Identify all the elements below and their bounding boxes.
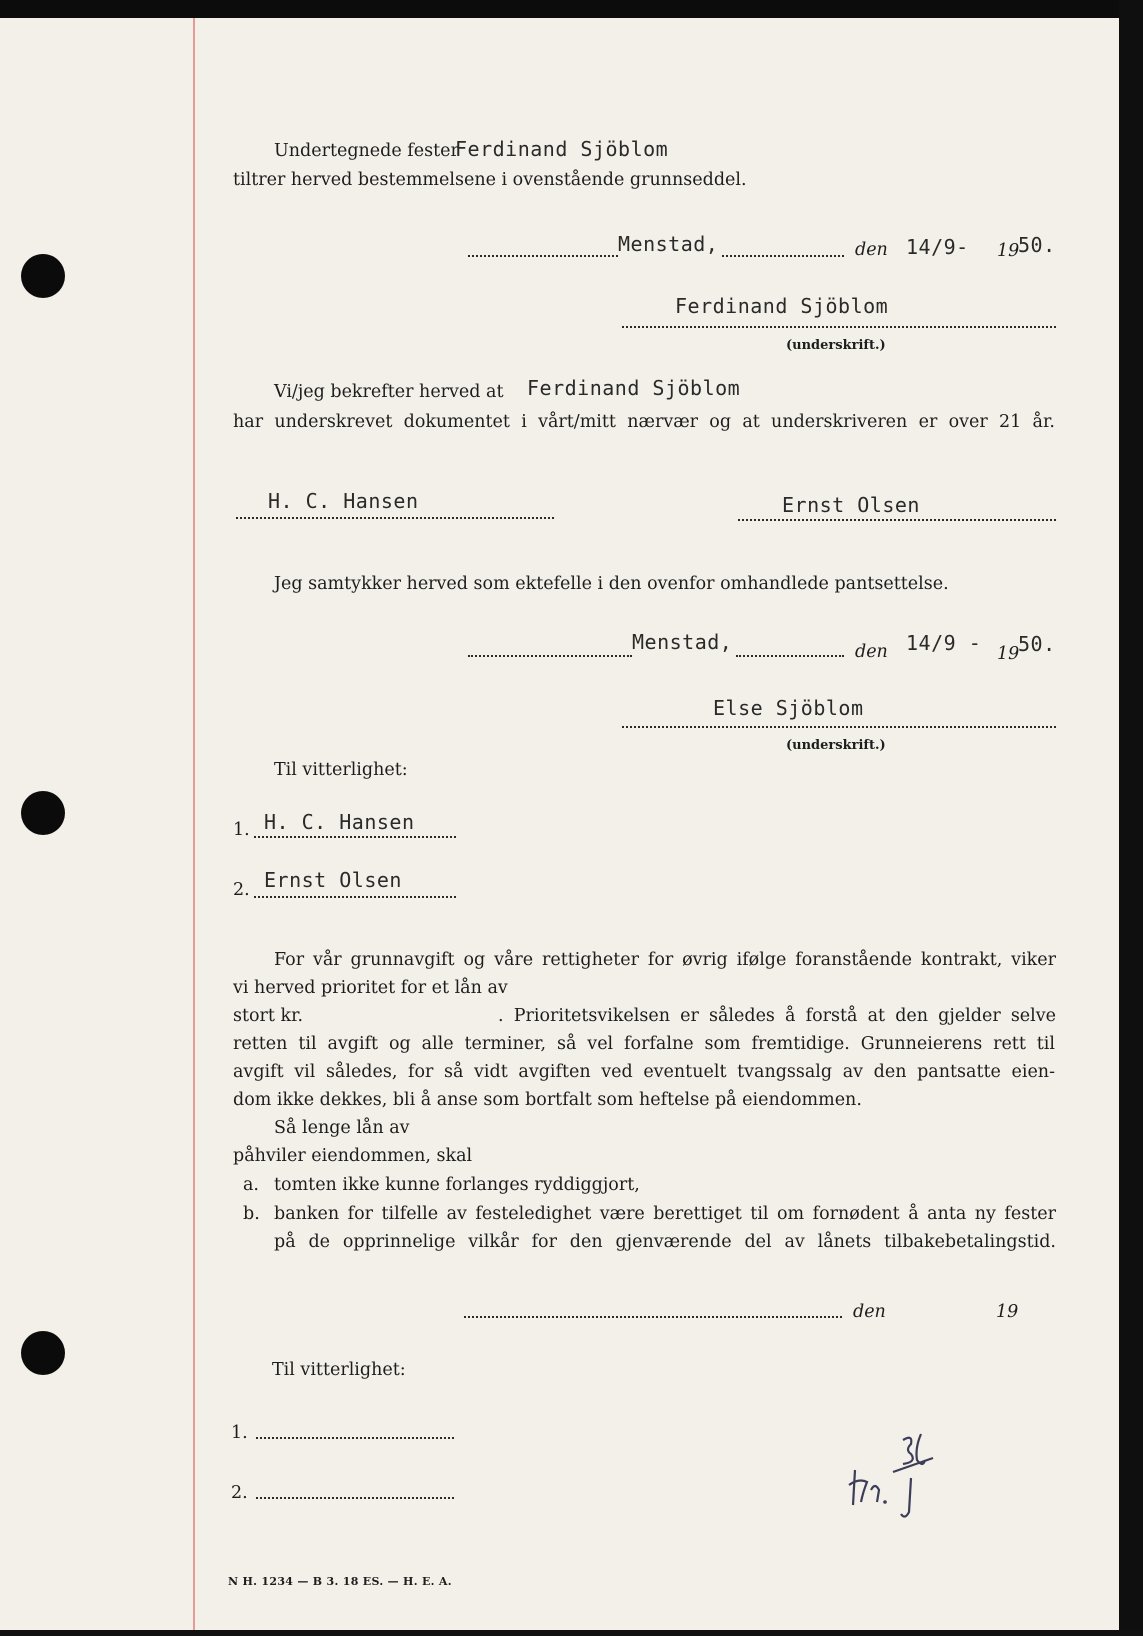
item-a-text: tomten ikke kunne forlanges ryddiggjort, <box>274 1175 640 1195</box>
place-dots-2 <box>722 255 844 257</box>
witness-a: H. C. Hansen <box>268 489 419 513</box>
intro-name: Ferdinand Sjöblom <box>455 137 669 161</box>
para-line-7: Så lenge lån av <box>274 1118 410 1138</box>
witness1b-line <box>256 1437 454 1439</box>
den-label-2: den <box>855 642 888 662</box>
punch-hole <box>21 791 65 835</box>
witness-number-1: 1. <box>233 820 250 840</box>
scan-border-bottom <box>0 1630 1143 1636</box>
intro-label: Undertegnede fester <box>274 141 459 161</box>
signature-line-1 <box>622 326 1056 328</box>
para-line-3b: . Prioritetsvikelsen er således å forstå at den gjelder selve <box>498 1006 1056 1026</box>
place1: Menstad, <box>618 232 719 256</box>
punch-hole <box>21 254 65 298</box>
signature2: Else Sjöblom <box>713 696 864 720</box>
confirm-line2: har underskrevet dokumentet i vårt/mitt nærvær og at underskriveren er over 21 år. <box>233 412 1055 432</box>
year-blank: 19 <box>996 1302 1019 1322</box>
year1: 50. <box>1018 233 1056 257</box>
date2: 14/9 - <box>906 631 982 655</box>
para-line-5: avgift vil således, for så vidt avgiften ved eventuelt tvangssalg av den pantsatte eien- <box>233 1062 1055 1082</box>
para-line-3a: stort kr. <box>233 1006 304 1026</box>
confirm-label: Vi/jeg bekrefter herved at <box>274 382 504 402</box>
witness1-line <box>254 836 456 838</box>
den-label-3: den <box>853 1302 886 1322</box>
witness2-line <box>254 896 456 898</box>
witness-b: Ernst Olsen <box>782 493 920 517</box>
para-line-2: vi herved prioritet for et lån av <box>233 978 508 998</box>
place2-dots <box>468 655 632 657</box>
witness2b-line <box>256 1497 454 1499</box>
witness-number-1b: 1. <box>231 1423 248 1443</box>
signature-line-2 <box>622 726 1056 728</box>
vitterlighet-label: Til vitterlighet: <box>274 760 408 780</box>
date-blank-line <box>464 1316 842 1318</box>
confirm-name: Ferdinand Sjöblom <box>527 376 741 400</box>
handwritten-annotation <box>845 1430 945 1525</box>
witness2: Ernst Olsen <box>264 868 402 892</box>
signature1: Ferdinand Sjöblom <box>675 294 889 318</box>
item-b-label: b. <box>243 1204 260 1224</box>
year-prefix-2: 19 <box>997 644 1020 664</box>
den-label: den <box>855 240 888 260</box>
witness-a-line <box>236 517 554 519</box>
place-dots <box>468 255 618 257</box>
place2: Menstad, <box>632 630 733 654</box>
consent-text: Jeg samtykker herved som ektefelle i den ovenfor omhandlede pantsettelse. <box>274 574 949 594</box>
para-line-4: retten til avgift og alle terminer, så vel forfalne som fremtidige. Grunneierens rett til <box>233 1034 1055 1054</box>
item-b-line1: banken for tilfelle av festeledighet være berettiget til om fornødent å anta ny fester <box>274 1204 1056 1224</box>
punch-hole <box>21 1331 65 1375</box>
para-line-6: dom ikke dekkes, bli å anse som bortfalt som heftelse på eiendommen. <box>233 1090 862 1110</box>
margin-line <box>193 18 195 1630</box>
underskrift-label-2: (underskrift.) <box>786 738 886 753</box>
footer-code: N H. 1234 — B 3. 18 ES. — H. E. A. <box>228 1575 452 1588</box>
place2-dots-2 <box>736 655 844 657</box>
para-line-1: For vår grunnavgift og våre rettigheter for øvrig ifølge foranstående kontrakt, viker <box>274 950 1056 970</box>
date1: 14/9- <box>906 235 969 259</box>
intro-line2: tiltrer herved bestemmelsene i ovenstående grunnseddel. <box>233 170 747 190</box>
witness1: H. C. Hansen <box>264 810 415 834</box>
year2: 50. <box>1018 632 1056 656</box>
vitterlighet-label-2: Til vitterlighet: <box>272 1360 406 1380</box>
witness-number-2b: 2. <box>231 1483 248 1503</box>
para-line-8: påhviler eiendommen, skal <box>233 1146 473 1166</box>
item-b-line2: på de opprinnelige vilkår for den gjenværende del av lånets tilbakebetalingstid. <box>274 1232 1056 1252</box>
witness-b-line <box>738 519 1056 521</box>
underskrift-label: (underskrift.) <box>786 338 886 353</box>
item-a-label: a. <box>243 1175 259 1195</box>
year-prefix: 19 <box>997 241 1020 261</box>
scan-border-top <box>0 0 1143 18</box>
witness-number-2: 2. <box>233 880 250 900</box>
scan-border-right <box>1119 0 1143 1636</box>
